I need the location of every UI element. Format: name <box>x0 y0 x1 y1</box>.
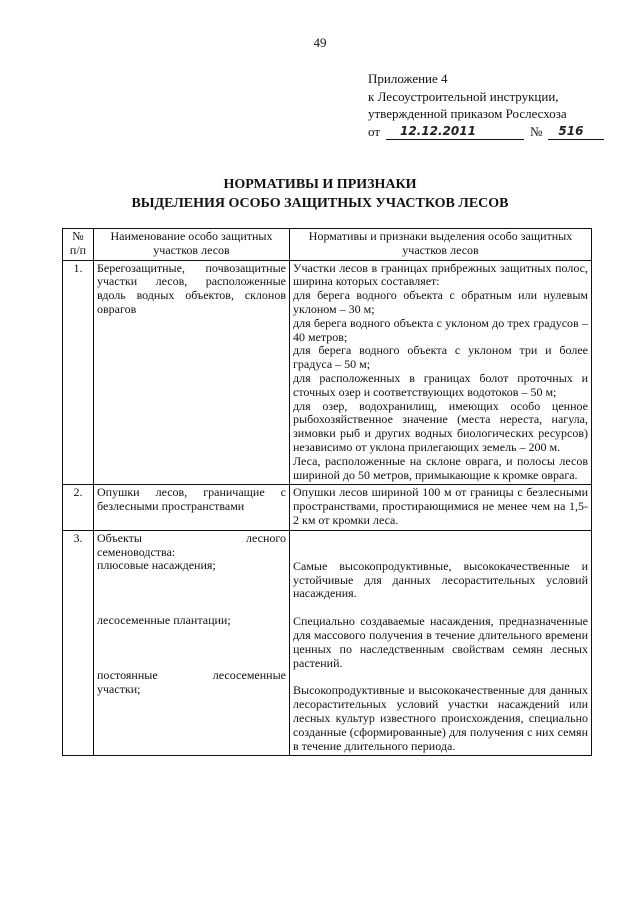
norm-item: для берега водного объекта с уклоном три и более градуса – 50 м; <box>293 343 588 372</box>
order-number: 516 <box>548 124 604 140</box>
header-number-abbr: п/п <box>69 242 87 257</box>
table-row <box>63 260 592 485</box>
seed-objects-heading <box>97 532 286 546</box>
sub-item-word-left: постоянные <box>97 667 158 682</box>
header-number <box>63 229 94 261</box>
norm-item: для берега водного объекта с уклоном до трех градусов – 40 метров; <box>293 315 588 344</box>
heading-word-right: лесного <box>246 530 286 545</box>
document-title <box>0 175 640 213</box>
table-row <box>63 530 592 756</box>
header-name: Наименование особо защитных участков лесов <box>94 229 290 261</box>
norm-item: Участки лесов в границах прибрежных защитных полос, ширина которых составляет: <box>293 260 588 289</box>
row-number: 1. <box>63 260 94 485</box>
order-date: 12.12.2011 <box>386 124 524 140</box>
norm-item: для берега водного объекта с обратным или нулевым уклоном – 30 м; <box>293 288 588 316</box>
number-label: № <box>530 123 543 139</box>
sub-item-name <box>97 669 286 683</box>
title-line-2: ВЫДЕЛЕНИЯ ОСОБО ЗАЩИТНЫХ УЧАСТКОВ ЛЕСОВ <box>131 196 509 211</box>
heading-word-left: Объекты <box>97 530 142 545</box>
appendix-line-1: Приложение 4 <box>368 71 448 86</box>
sub-item-name-cont: участки; <box>97 681 141 696</box>
norms-table <box>62 228 592 756</box>
title-line-1: НОРМАТИВЫ И ПРИЗНАКИ <box>223 177 417 192</box>
row-norms: Опушки лесов шириной 100 м от границы с безлесными пространствами, простирающимися не менее чем на 1,5-2 км от кромки леса. <box>290 485 592 530</box>
from-label: от <box>368 123 381 139</box>
order-reference <box>368 123 604 141</box>
row-name: Берегозащитные, почвозащитные участки лесов, расположенные вдоль водных объектов, склонов оврагов <box>94 260 290 485</box>
header-norms: Нормативы и признаки выделения особо защитных участков лесов <box>290 229 592 261</box>
sub-item-name: плюсовые насаждения; <box>97 558 216 573</box>
row-norms <box>290 530 592 756</box>
norm-item: для расположенных в границах болот проточных и сточных озер и соответствующих водотоков – 50 м; <box>293 370 588 399</box>
seed-objects-heading-cont: семеноводства: <box>97 544 176 559</box>
table-row <box>63 485 592 530</box>
sub-item-norms: Самые высокопродуктивные, высококачественные и устойчивые для данных лесорастительных условий насаждения. <box>293 558 588 601</box>
sub-item-norms: Специально создаваемые насаждения, предназначенные для массового получения в течение длительного времени ценных по наследственным свойствам семян лесных растений. <box>293 614 588 670</box>
row-norms <box>290 260 592 485</box>
appendix-header <box>368 70 604 140</box>
sub-item-word-right: лесосеменные <box>212 667 286 682</box>
sub-item-name: лесосеменные плантации; <box>97 613 231 628</box>
row-number: 3. <box>63 530 94 756</box>
table-header-row <box>63 229 592 261</box>
appendix-line-2: к Лесоустроительной инструкции, <box>368 88 559 104</box>
appendix-line-3: утвержденной приказом Рослесхоза <box>368 106 567 121</box>
row-name: Опушки лесов, граничащие с безлесными пространствами <box>94 485 290 530</box>
sub-item-norms: Высокопродуктивные и высококачественные для данных лесорастительных условий участки насаждений или лесных культур известного происхождения, специально созданные (сформированные) для получения с них семян в течение длительного периода. <box>293 683 588 753</box>
norm-item: Леса, расположенные на склоне оврага, и полосы лесов шириной до 50 метров, примыкающие к кромке оврага. <box>293 453 588 482</box>
row-number: 2. <box>63 485 94 530</box>
header-number-sign: № <box>72 229 84 243</box>
norm-item: для озер, водохранилищ, имеющих особо ценное рыбохозяйственное значение (места нереста, нагула, зимовки рыб и других водных биологических ресурсов) независимо от уклона прилегающих земель – 200 м. <box>293 398 588 454</box>
row-name <box>94 530 290 756</box>
page-number: 49 <box>313 35 327 50</box>
